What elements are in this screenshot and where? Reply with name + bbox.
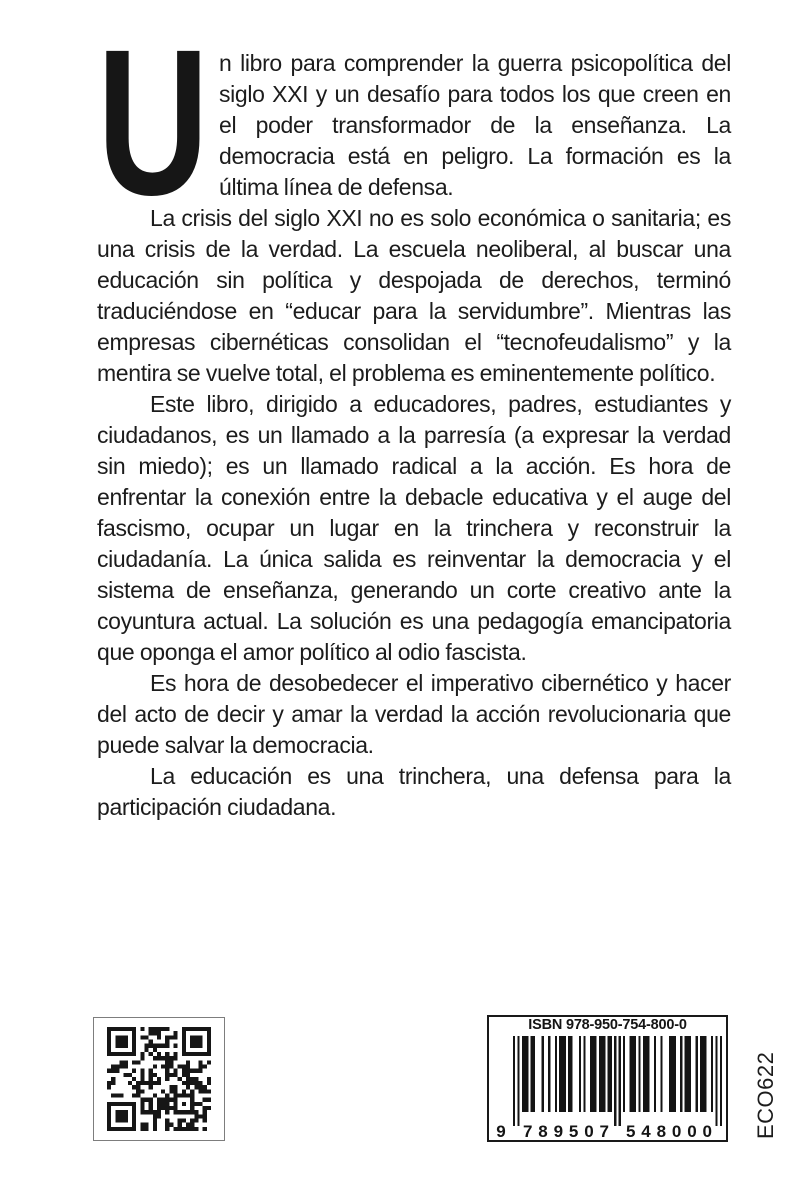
drop-cap-letter: U bbox=[97, 7, 209, 239]
blurb-paragraph: Este libro, dirigido a educadores, padres, estudiantes y ciudadanos, es un llamado a la parresía (a expresar la verdad sin miedo); es un llamado radical a la acción. Es hora de enfrentar la conexión entre la debacle educativa y el auge del fascismo, ocupar un lugar en la trinchera y reconstruir la ciudadanía. La única salida es reinventar la democracia y el sistema de enseñanza, generando un corte creativo ante la coyuntura actual. La solución es una pedagogía emancipatoria que oponga el amor político al odio fascista. bbox=[97, 391, 731, 665]
ean-right-digits: 548000 bbox=[626, 1122, 712, 1140]
catalog-code-vertical: ECO622 bbox=[753, 1051, 778, 1139]
ean-left-digits: 789507 bbox=[523, 1122, 609, 1140]
blurb-paragraph: La educación es una trinchera, una defensa para la participación ciudadana. bbox=[97, 763, 731, 820]
isbn-barcode-box bbox=[487, 1015, 728, 1142]
qr-code-icon bbox=[107, 1027, 211, 1131]
qr-code-frame bbox=[93, 1017, 225, 1141]
paragraph-text: n libro para comprender la guerra psicopolítica del siglo XXI y un desafío para todos los que creen en el poder transformador de la enseñanza. La democracia está en peligro. La formación es la última línea de defensa. bbox=[219, 50, 731, 200]
ean-first-digit: 9 bbox=[496, 1122, 506, 1140]
blurb-paragraph: La crisis del siglo XXI no es solo económica o sanitaria; es una crisis de la verdad. La escuela neoliberal, al buscar una educación sin política y despojada de derechos, terminó traduciéndose en “educar para la servidumbre”. Mientras las empresas cibernéticas consolidan el “tecnofeudalismo” y la mentira se vuelve total, el problema es eminentemente político. bbox=[97, 205, 731, 386]
barcode-bars bbox=[513, 1036, 722, 1126]
ean13-barcode-icon bbox=[489, 1034, 726, 1140]
blurb-paragraph bbox=[97, 7, 731, 239]
isbn-label: ISBN 978-950-754-800-0 bbox=[528, 1017, 687, 1033]
blurb-paragraph: Es hora de desobedecer el imperativo cibernético y hacer del acto de decir y amar la verdad la acción revolucionaria que puede salvar la democracia. bbox=[97, 670, 731, 758]
